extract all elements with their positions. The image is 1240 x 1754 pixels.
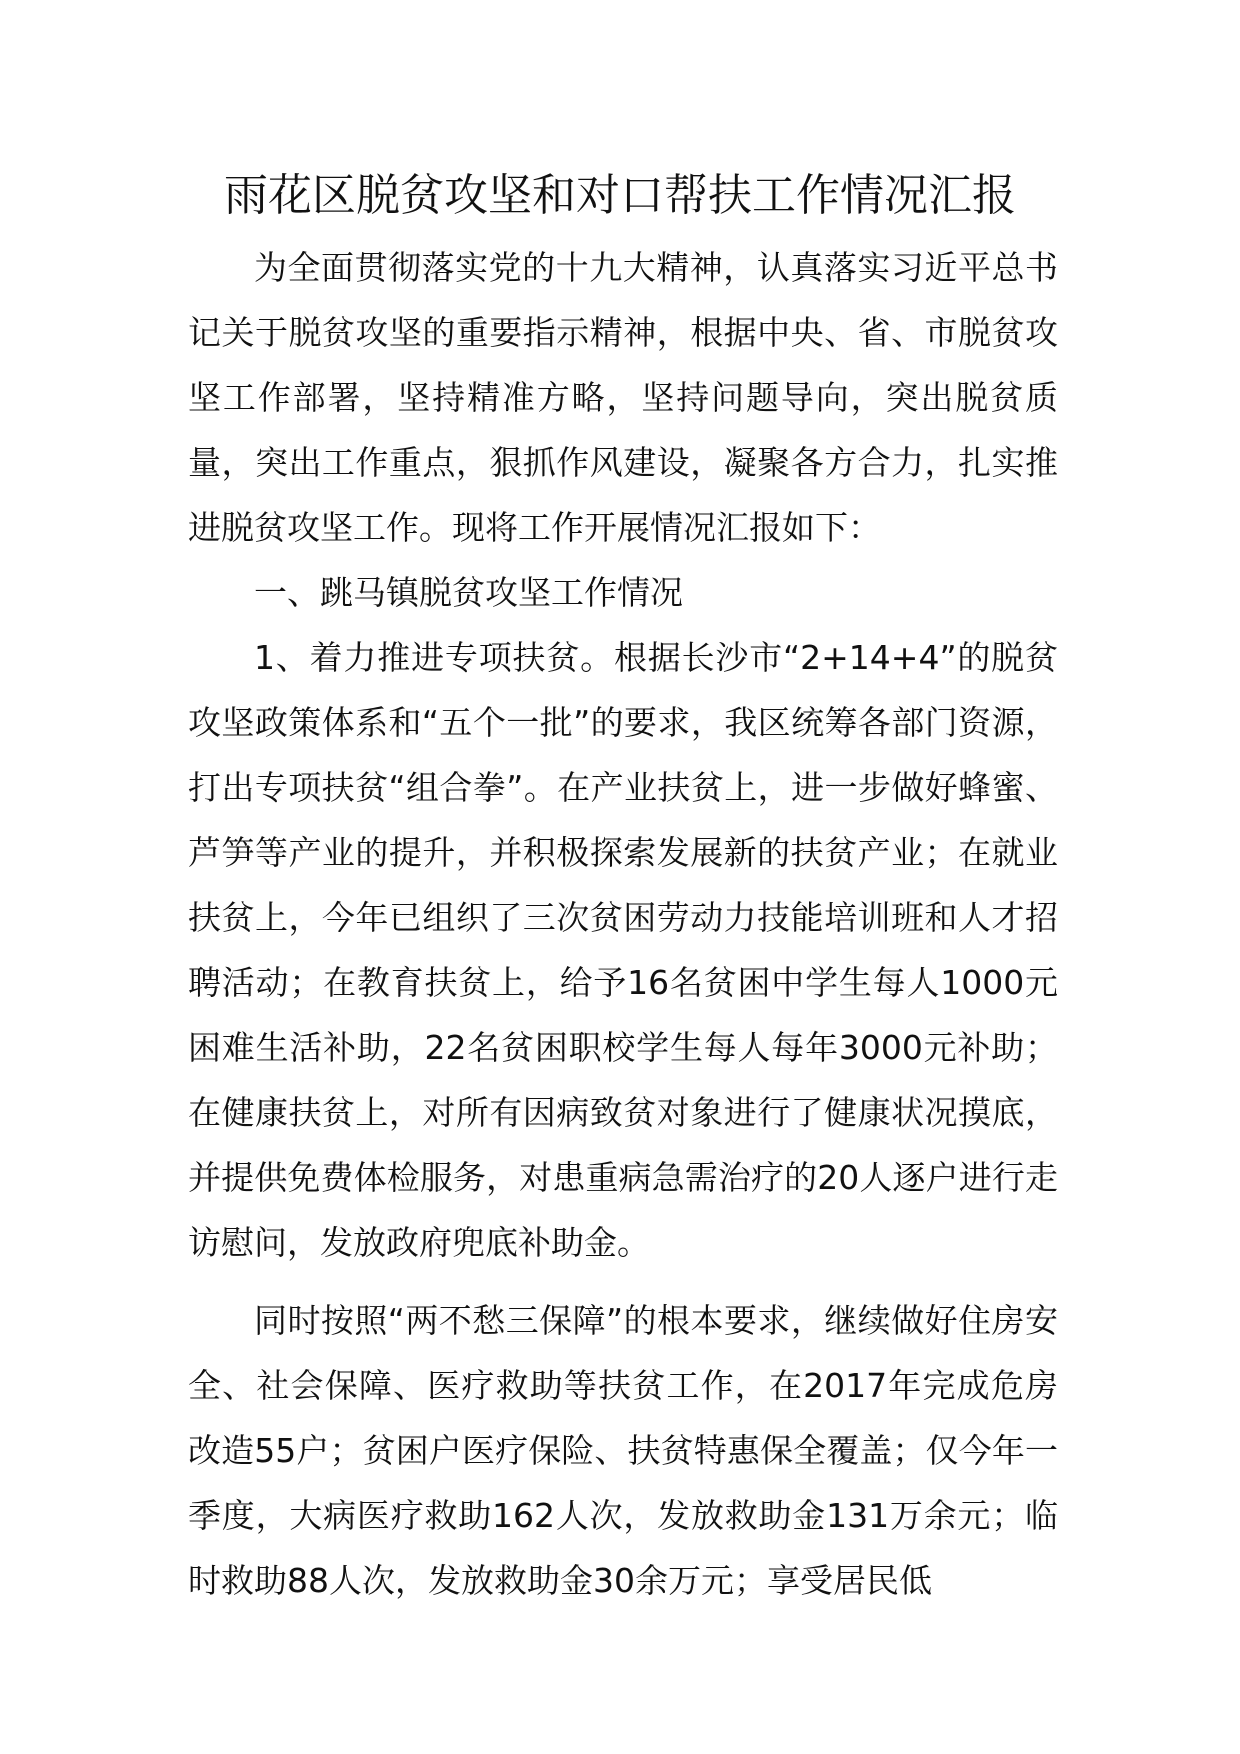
- intro-paragraph: 为全面贯彻落实党的十九大精神，认真落实习近平总书记关于脱贫攻坚的重要指示精神，根据中央、省、市脱贫攻坚工作部署，坚持精准方略，坚持问题导向，突出脱贫质量，突出工作重点，狠抓作风建设，凝聚各方合力，扎实推进脱贫攻坚工作。现将工作开展情况汇报如下：: [188, 248, 1058, 547]
- document-title: 雨花区脱贫攻坚和对口帮扶工作情况汇报: [224, 170, 1016, 221]
- body-paragraph-1: 1、着力推进专项扶贫。根据长沙市“2+14+4”的脱贫攻坚政策体系和“五个一批”的要求，我区统筹各部门资源，打出专项扶贫“组合拳”。在产业扶贫上，进一步做好蜂蜜、芦笋等产业的提升，并积极探索发展新的扶贫产业；在就业扶贫上，今年已组织了三次贫困劳动力技能培训班和人才招聘活动；在教育扶贫上，给予16名贫困中学生每人1000元困难生活补助，22名贫困职校学生每人每年3000元补助；在健康扶贫上，对所有因病致贫对象进行了健康状况摸底，并提供免费体检服务，对患重病急需治疗的20人逐户进行走访慰问，发放政府兜底补助金。: [188, 638, 1058, 1262]
- document-body: [188, 235, 1058, 1613]
- section-heading: 一、跳马镇脱贫攻坚工作情况: [254, 573, 683, 612]
- body-paragraph-2: 同时按照“两不愁三保障”的根本要求，继续做好住房安全、社会保障、医疗救助等扶贫工作，在2017年完成危房改造55户；贫困户医疗保险、扶贫特惠保全覆盖；仅今年一季度，大病医疗救助162人次，发放救助金131万余元；临时救助88人次，发放救助金30余万元；享受居民低: [188, 1301, 1058, 1600]
